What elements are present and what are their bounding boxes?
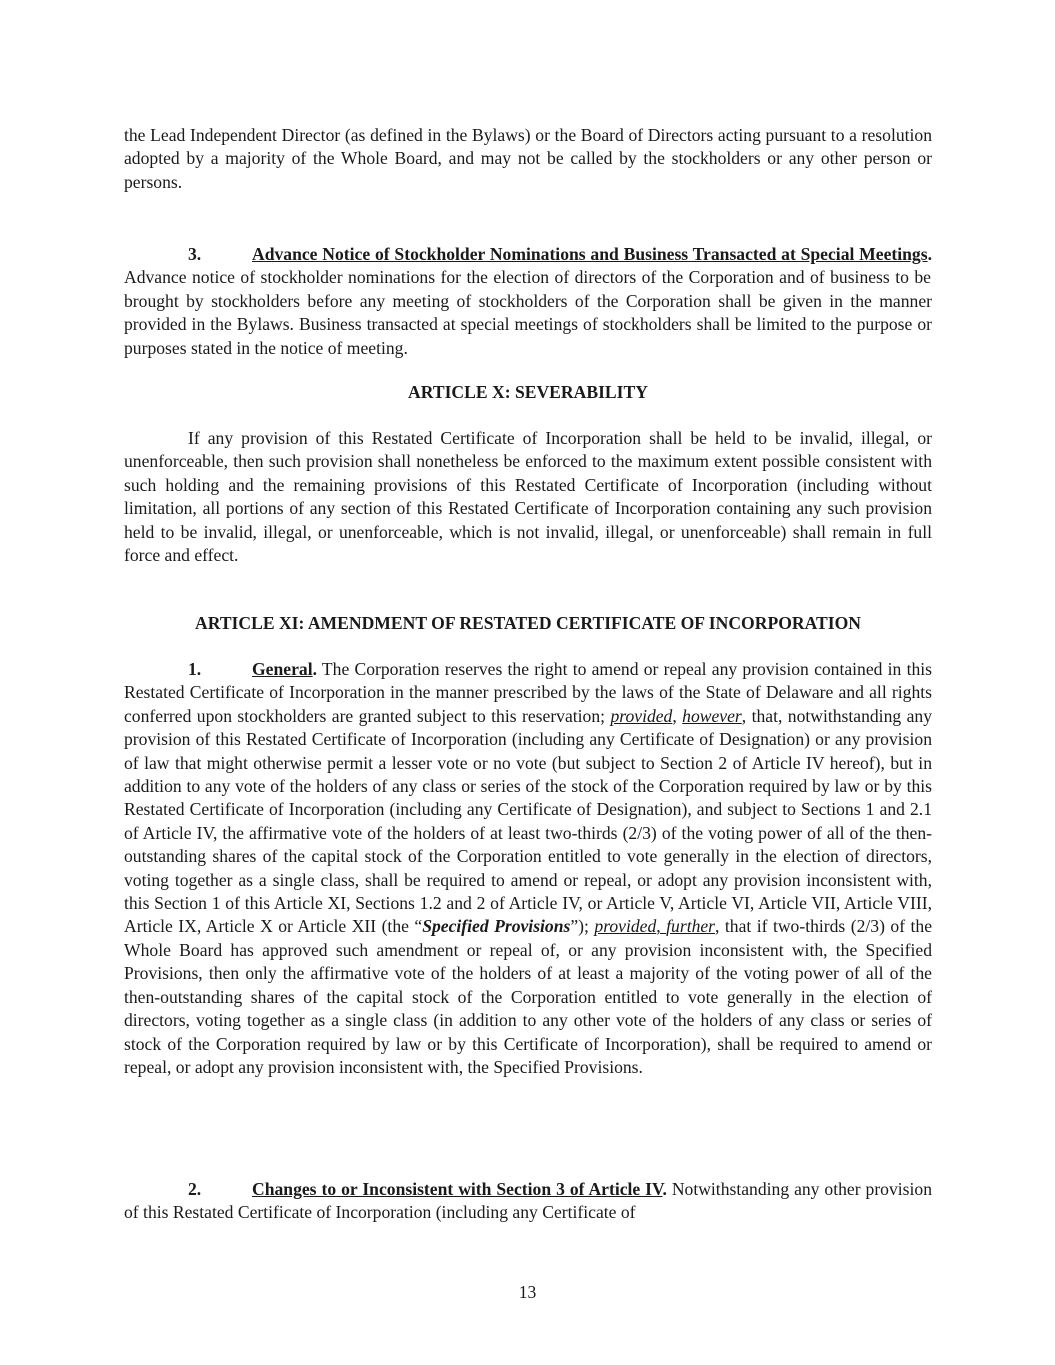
provided-term: provided [610, 705, 673, 726]
article-ix-section-3-paragraph [124, 243, 932, 360]
section-number: 3. [188, 244, 202, 264]
section-heading: General [252, 659, 313, 679]
further-term: further [666, 916, 716, 937]
article-xi-section-1-paragraph [124, 658, 932, 1079]
provided-further-term: provided [594, 916, 657, 937]
section-number: 2. [188, 1179, 202, 1199]
article-x-body: If any provision of this Restated Certificate of Incorporation shall be held to be invalid, illegal, or unenforceable, then such provision shall nonetheless be enforced to the maximum extent possible consistent with such holding and the remaining provisions of this Restated Certificate of Incorporation (including without limitation, all portions of any section of this Restated Certificate of Incorporation containing any such provision held to be invalid, illegal, or unenforceable, which is not invalid, illegal, or unenforceable) shall remain in full force and effect. [124, 428, 932, 566]
section-body: , that if two-thirds (2/3) of the Whole Board has approved such amendment or repeal of, or any provision inconsistent with, the Specified Provisions, then only the affirmative vote of the holders of at least a majority of the voting power of all of the then-outstanding shares of the capital stock of the Corporation entitled to vote generally in the election of directors, voting together as a single class (in addition to any other vote of the holders of any class or series of stock of the Corporation required by law or by this Certificate of Incorporation), shall be required to amend or repeal, or adopt any provision inconsistent with, the Specified Provisions. [124, 916, 933, 1077]
section-heading-period: . [662, 1179, 667, 1199]
section-body: , that, notwithstanding any provision of this Restated Certificate of Incorporation (including any Certificate of Designation) or any provision of law that might otherwise permit a lesser vote or no vote (but subject to Section 2 of Article IV hereof), but in addition to any vote of the holders of any class or series of the stock of the Corporation required by law or by this Restated Certificate of Incorporation (including any Certificate of Designation), and subject to Sections 1 and 2.1 of Article IV, the affirmative vote of the holders of at least two-thirds (2/3) of the voting power of all of the then-outstanding shares of the capital stock of the Corporation entitled to vote generally in the election of directors, voting together as a single class, shall be required to amend or repeal, or adopt any provision inconsistent with, this Section 1 of this Article XI, Sections 1.2 and 2 of Article IV, or Article V, Article VI, Article VII, Article VIII, Article IX, Article X or Article XII (the “ [124, 705, 932, 937]
section-body: Advance notice of stockholder nominations for the election of directors of the Corporation and of business to be brought by stockholders before any meeting of stockholders of the Corporation shall be given in the manner provided in the Bylaws. Business transacted at special meetings of stockholders shall be limited to the purpose or purposes stated in the notice of meeting. [124, 267, 932, 358]
section-heading: Changes to or Inconsistent with Section 3 of Article IV [252, 1179, 663, 1199]
continuation-text: the Lead Independent Director (as defined in the Bylaws) or the Board of Directors acting pursuant to a resolution adopted by a majority of the Whole Board, and may not be called by the stockholders or any other person or persons. [124, 125, 932, 192]
page-number: 13 [518, 1282, 537, 1302]
article-xi-heading: ARTICLE XI: AMENDMENT OF RESTATED CERTIFICATE OF INCORPORATION [195, 613, 861, 633]
section-body: Notwithstanding any other provision of this Restated Certificate of Incorporation (including any Certificate of [124, 1179, 932, 1223]
section-body: ”); [570, 916, 595, 937]
comma: , [672, 705, 683, 726]
section-heading-period: . [927, 244, 932, 264]
defined-term-specified-provisions: Specified Provisions [422, 916, 571, 937]
continuation-paragraph [124, 124, 932, 194]
section-heading-period: . [312, 659, 317, 679]
article-x-heading: ARTICLE X: SEVERABILITY [408, 382, 648, 402]
section-number: 1. [188, 659, 202, 679]
however-term: however [682, 705, 742, 726]
section-heading: Advance Notice of Stockholder Nominations and Business Transacted at Special Meetings [252, 244, 928, 264]
article-x-paragraph [124, 427, 932, 567]
section-body: The Corporation reserves the right to amend or repeal any provision contained in this Restated Certificate of Incorporation in the manner prescribed by the laws of the State of Delaware and all rights conferred upon stockholders are granted subject to this reservation; [124, 659, 932, 726]
article-xi-section-2-paragraph [124, 1178, 932, 1225]
comma: , [656, 916, 667, 937]
